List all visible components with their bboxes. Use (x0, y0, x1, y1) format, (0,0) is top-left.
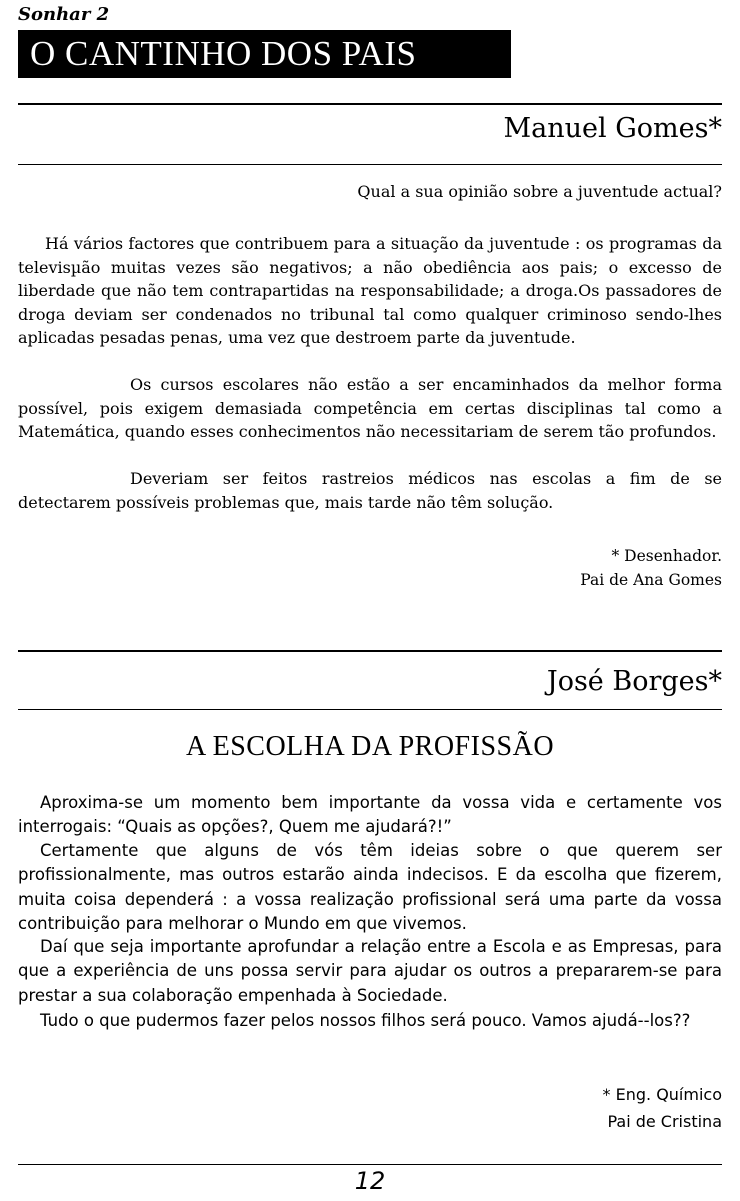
article-paragraph: Os cursos escolares não estão a ser encaminhados da melhor forma possível, pois exigem demasiada competência em certas disciplinas tal como a Matemática, quando esses conhecimentos não necessitariam de serem tão profundos. (18, 375, 722, 441)
interview-question: Qual a sua opinião sobre a juventude actual? (357, 182, 722, 201)
section-banner: O CANTINHO DOS PAIS (18, 30, 511, 78)
divider (18, 103, 722, 105)
article-paragraph: Deveriam ser feitos rastreios médicos nas escolas a fim de se detectarem possíveis problemas que, mais tarde não têm solução. (18, 469, 722, 512)
author-name: Manuel Gomes* (503, 113, 722, 144)
signature-relation: Pai de Ana Gomes (580, 571, 722, 589)
page-number: 12 (354, 1167, 386, 1195)
author-signature (580, 544, 722, 592)
author-signature (603, 1081, 722, 1135)
article-title: A ESCOLHA DA PROFISSÃO (185, 731, 555, 762)
article-paragraph: Há vários factores que contribuem para a situação da juventude : os programas da televisµão muitas vezes são negativos; a não obediência aos pais; o excesso de liberdade que não tem contrapartidas na responsabilidade; a droga.Os passadores de droga deviam ser condenados no tribunal tal como qualquer criminoso sendo-lhes aplicadas pesadas penas, uma vez que destroem parte da juventude. (18, 234, 722, 347)
article-paragraph: Daí que seja importante aprofundar a relação entre a Escola e as Empresas, para que a experiência de uns possa servir para ajudar os outros a prepararem-se para prestar a sua colaboração empenhada à Sociedade. (18, 937, 722, 1005)
magazine-title: Sonhar 2 (18, 4, 110, 25)
article-paragraph: Certamente que alguns de vós têm ideias sobre o que querem ser profissionalmente, mas outros estarão ainda indecisos. E da escolha que fizerem, muita coisa dependerá : a vossa realização profissional será uma parte da vossa contribuição para melhorar o Mundo em que vivemos. (18, 841, 722, 933)
signature-role: * Eng. Químico (602, 1085, 722, 1104)
divider (18, 164, 722, 165)
article-paragraph: Tudo o que pudermos fazer pelos nossos filhos será pouco. Vamos ajudá--los?? (40, 1011, 691, 1030)
divider (18, 709, 722, 710)
footer-divider (18, 1164, 722, 1165)
article-paragraph: Aproxima-se um momento bem importante da vossa vida e certamente vos interrogais: “Quais as opções?, Quem me ajudará?!” (18, 793, 722, 837)
author-name: José Borges* (546, 666, 722, 697)
signature-relation: Pai de Cristina (607, 1112, 722, 1131)
divider (18, 650, 722, 652)
signature-role: * Desenhador. (611, 547, 722, 565)
